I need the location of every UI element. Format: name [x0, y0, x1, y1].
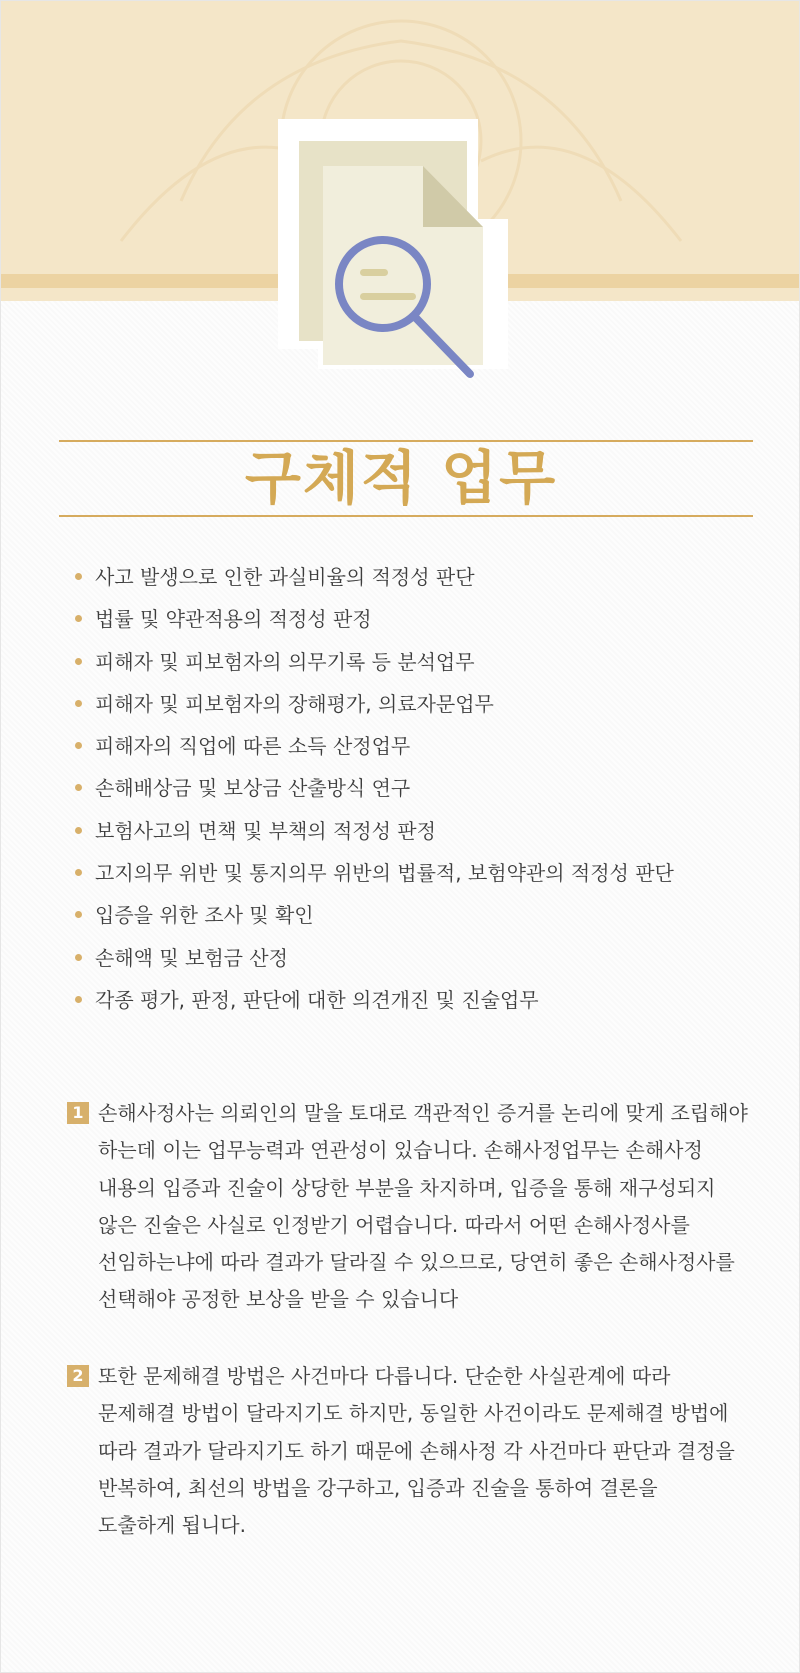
list-item: 손해액 및 보험금 산정: [75, 937, 674, 979]
paragraph-text: [98, 1358, 767, 1544]
bullet-icon: [75, 911, 82, 918]
list-item: 피해자 및 피보험자의 장해평가, 의료자문업무: [75, 683, 674, 725]
paragraph-line: 또한 문제해결 방법은 사건마다 다릅니다. 단순한 사실관계에 따라: [98, 1364, 671, 1388]
number-badge: 1: [67, 1102, 89, 1124]
bullet-icon: [75, 742, 82, 749]
list-item: 사고 발생으로 인한 과실비율의 적정성 판단: [75, 556, 674, 598]
list-item: 입증을 위한 조사 및 확인: [75, 894, 674, 936]
paragraph-line: 손해사정사는 의뢰인의 말을 토대로 객관적인 증거를 논리에 맞게 조립해야: [98, 1101, 748, 1125]
bullet-icon: [75, 573, 82, 580]
number-badge: 2: [67, 1365, 89, 1387]
document-search-icon: [278, 119, 518, 409]
paragraph-line: 도출하게 됩니다.: [98, 1513, 246, 1538]
bullet-icon: [75, 700, 82, 707]
list-item: 법률 및 약관적용의 적정성 판정: [75, 598, 674, 640]
page-title: 구체적 업무: [244, 444, 558, 512]
bullet-icon: [75, 996, 82, 1003]
paragraph-line: 반복하여, 최선의 방법을 강구하고, 입증과 진술을 통하여 결론을: [98, 1475, 658, 1500]
list-item: 고지의무 위반 및 통지의무 위반의 법률적, 보험약관의 적정성 판단: [75, 852, 674, 894]
duties-list: [75, 556, 674, 1021]
paragraph-line: 선택해야 공정한 보상을 받을 수 있습니다: [98, 1287, 459, 1312]
list-item: 피해자의 직업에 따른 소득 산정업무: [75, 725, 674, 767]
title-rule-top: [59, 440, 753, 442]
paragraph-line: 않은 진술은 사실로 인정받기 어렵습니다. 따라서 어떤 손해사정사를: [98, 1212, 690, 1237]
bullet-icon: [75, 869, 82, 876]
title-rule-bottom: [59, 515, 753, 517]
paragraph-2: [67, 1358, 767, 1544]
bullet-icon: [75, 954, 82, 961]
list-item: 손해배상금 및 보상금 산출방식 연구: [75, 767, 674, 809]
bullet-icon: [75, 658, 82, 665]
paragraph-line: 따라 결과가 달라지기도 하기 때문에 손해사정 각 사건마다 판단과 결정을: [98, 1438, 735, 1463]
paragraph-line: 내용의 입증과 진술이 상당한 부분을 차지하며, 입증을 통해 재구성되지: [98, 1175, 716, 1200]
paragraph-line: 선임하는냐에 따라 결과가 달라질 수 있으므로, 당연히 좋은 손해사정사를: [98, 1250, 735, 1275]
bullet-icon: [75, 827, 82, 834]
bullet-icon: [75, 784, 82, 791]
paragraph-line: 문제해결 방법이 달라지기도 하지만, 동일한 사건이라도 문제해결 방법에: [98, 1401, 729, 1426]
paragraph-text: [98, 1095, 767, 1319]
list-item: 피해자 및 피보험자의 의무기록 등 분석업무: [75, 641, 674, 683]
list-item: 보험사고의 면책 및 부책의 적정성 판정: [75, 810, 674, 852]
paragraph-1: [67, 1095, 767, 1319]
paragraph-line: 하는데 이는 업무능력과 연관성이 있습니다. 손해사정업무는 손해사정: [98, 1138, 703, 1163]
bullet-icon: [75, 615, 82, 622]
list-item: 각종 평가, 판정, 판단에 대한 의견개진 및 진술업무: [75, 979, 674, 1021]
